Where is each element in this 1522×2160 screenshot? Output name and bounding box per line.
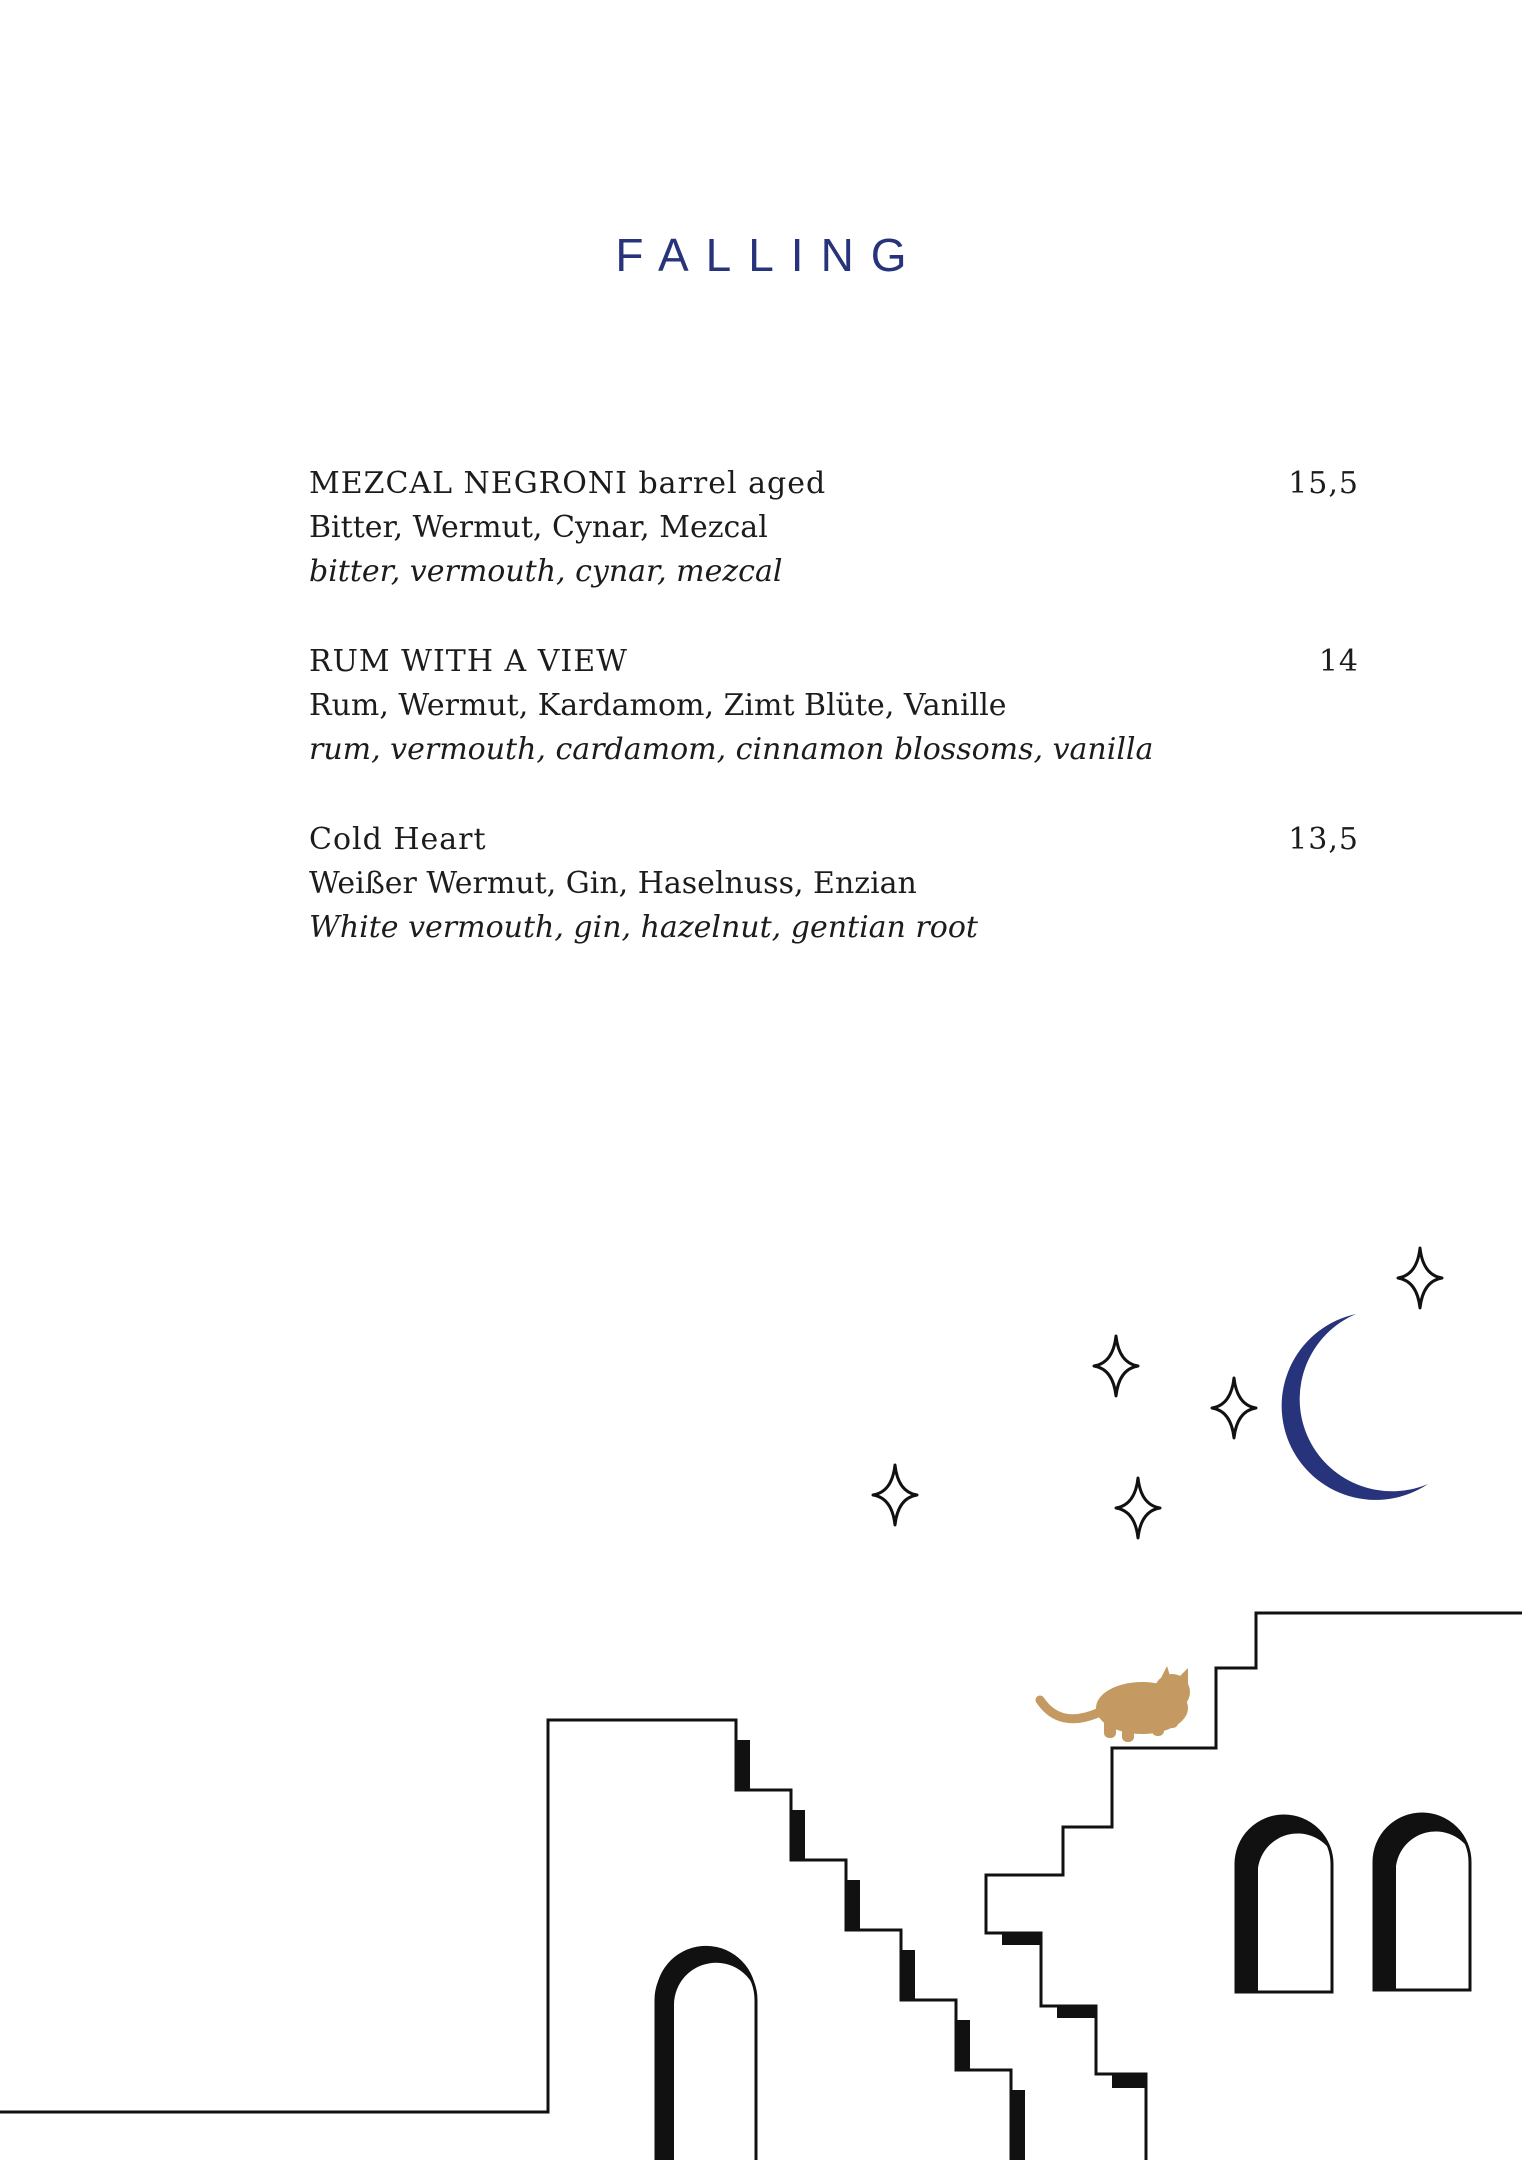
- item-name: Cold Heart: [309, 822, 487, 857]
- night-rooftop-illustration: [0, 1200, 1522, 2160]
- item-ingredients-de: Bitter, Wermut, Cynar, Mezcal: [309, 510, 768, 545]
- cocktail-menu: [309, 462, 1359, 996]
- star-icon: [1094, 1336, 1138, 1396]
- item-ingredients-en: bitter, vermouth, cynar, mezcal: [309, 554, 783, 589]
- menu-item: [309, 818, 1359, 950]
- arch-window-shadow: [1236, 1816, 1330, 1992]
- star-icon: [1116, 1478, 1160, 1538]
- item-name: RUM WITH A VIEW: [309, 644, 628, 679]
- menu-item: [309, 640, 1359, 772]
- crescent-moon-icon: [1282, 1314, 1428, 1500]
- item-name: MEZCAL NEGRONI barrel aged: [309, 466, 827, 501]
- item-ingredients-de: Rum, Wermut, Kardamom, Zimt Blüte, Vanille: [309, 688, 1007, 723]
- item-price: 15,5: [1288, 466, 1359, 501]
- page-title: FALLING: [615, 229, 924, 281]
- item-ingredients-de: Weißer Wermut, Gin, Haselnuss, Enzian: [309, 866, 917, 901]
- building-outline: [0, 1720, 1011, 2160]
- item-ingredients-en: rum, vermouth, cardamom, cinnamon blossoms, vanilla: [309, 732, 1154, 767]
- item-price: 14: [1318, 644, 1359, 679]
- cat-icon: [1040, 1666, 1190, 1742]
- item-price: 13,5: [1288, 822, 1359, 857]
- stair-shadows: [1002, 1933, 1146, 2088]
- item-ingredients-en: White vermouth, gin, hazelnut, gentian root: [309, 910, 978, 945]
- arch-window-shadow: [1374, 1814, 1468, 1990]
- menu-item: [309, 462, 1359, 594]
- star-icon: [1212, 1378, 1256, 1438]
- stair-shadows: [736, 1740, 1025, 2160]
- arch-window-shadow: [656, 1946, 756, 2160]
- star-icon: [873, 1465, 917, 1525]
- star-icon: [1398, 1248, 1442, 1308]
